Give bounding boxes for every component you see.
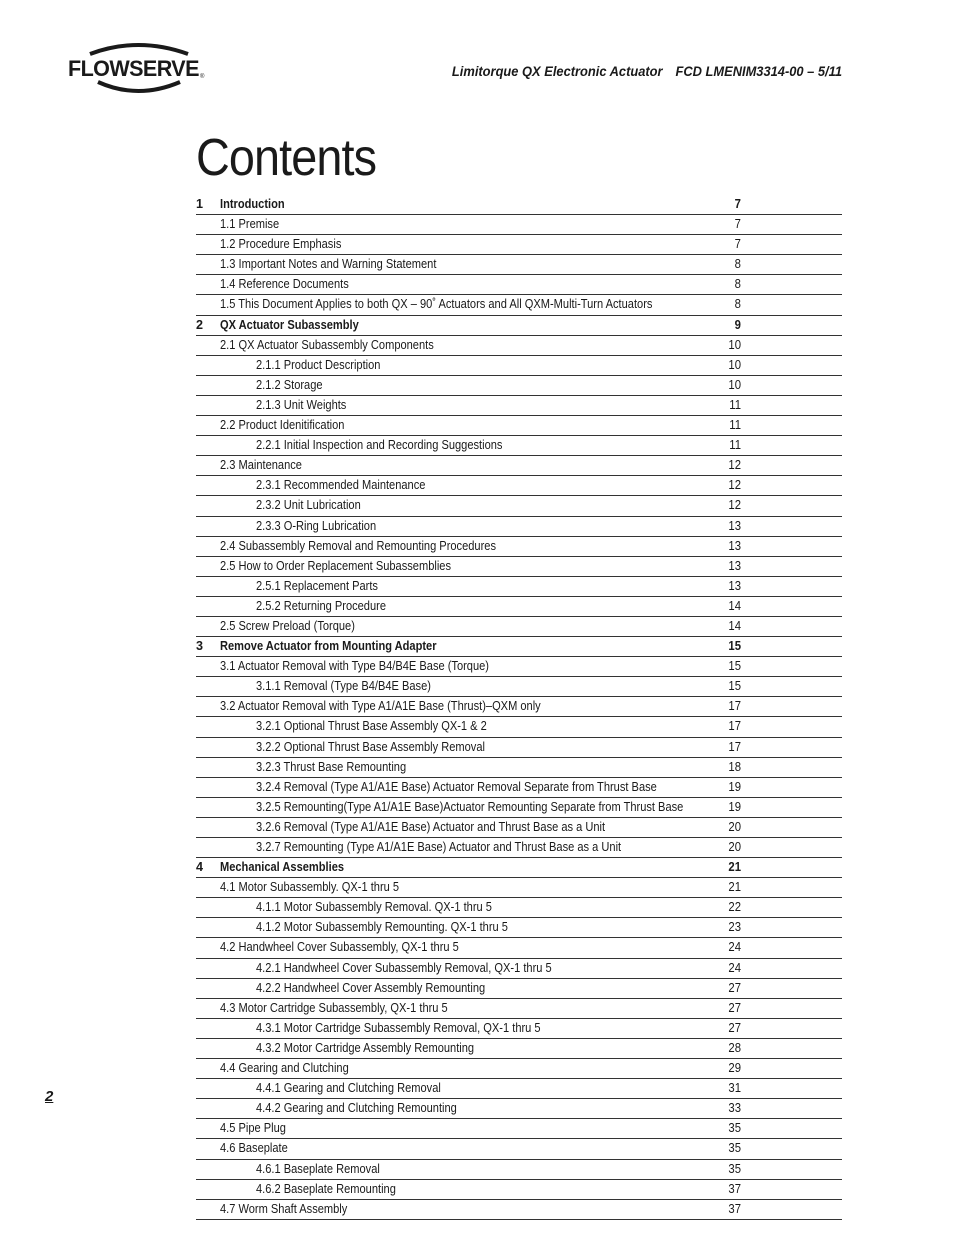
toc-page-number: 27 [728,980,741,995]
toc-row[interactable] [196,959,842,979]
table-of-contents [196,195,842,1220]
toc-entry-label: Mechanical Assemblies [220,860,345,875]
toc-row[interactable] [196,717,842,737]
toc-row[interactable] [196,1119,842,1139]
toc-row[interactable] [196,1039,842,1059]
toc-entry-label: 3.2.2 Optional Thrust Base Assembly Removal [256,739,485,754]
toc-entry-label: 3.2 Actuator Removal with Type A1/A1E Base (Thrust)–QXM only [220,699,541,714]
toc-page-number: 12 [728,458,741,473]
toc-entry-label: 4.7 Worm Shaft Assembly [220,1201,348,1216]
toc-row[interactable] [196,295,842,315]
toc-entry-label: 3.2.6 Removal (Type A1/A1E Base) Actuator and Thrust Base as a Unit [256,819,606,834]
toc-row[interactable] [196,557,842,577]
toc-row[interactable] [196,738,842,758]
toc-entry-label: 4.6.2 Baseplate Remounting [256,1181,396,1196]
toc-row[interactable] [196,818,842,838]
toc-entry-label: 4.4 Gearing and Clutching [220,1061,349,1076]
toc-row[interactable] [196,677,842,697]
toc-entry-label: 2.5 How to Order Replacement Subassemblies [220,558,451,573]
toc-entry-label: 4.1.2 Motor Subassembly Remounting. QX-1 thru 5 [256,920,508,935]
toc-entry-label: 2.1.1 Product Description [256,357,381,372]
toc-page-number: 31 [728,1081,741,1096]
toc-page-number: 7 [734,237,741,252]
toc-row[interactable] [196,758,842,778]
toc-row[interactable] [196,1139,842,1159]
toc-row[interactable] [196,537,842,557]
toc-entry-label: Remove Actuator from Mounting Adapter [220,639,437,654]
toc-entry-label: 3.1 Actuator Removal with Type B4/B4E Base (Torque) [220,659,490,674]
toc-entry-label: 2.5 Screw Preload (Torque) [220,618,355,633]
toc-row[interactable] [196,858,842,878]
toc-entry-label: 4.2.2 Handwheel Cover Assembly Remounting [256,980,486,995]
toc-entry-label: 2.2 Product Idenitification [220,418,345,433]
toc-row[interactable] [196,1200,842,1220]
toc-entry-label: 3.2.7 Remounting (Type A1/A1E Base) Actuator and Thrust Base as a Unit [256,840,622,854]
toc-page-number: 23 [728,920,741,935]
toc-entry-label: 4.6.1 Baseplate Removal [256,1161,380,1176]
toc-entry-label: 3.2.1 Optional Thrust Base Assembly QX-1 & 2 [256,719,487,734]
toc-entry-label: 1.2 Procedure Emphasis [220,237,342,252]
toc-row[interactable] [196,979,842,999]
toc-row[interactable] [196,697,842,717]
toc-row[interactable] [196,637,842,657]
page-number: 2 [45,1088,54,1105]
toc-entry-label: 4.3.1 Motor Cartridge Subassembly Removal, QX-1 thru 5 [256,1020,541,1035]
toc-page-number: 7 [734,217,741,232]
toc-row[interactable] [196,1099,842,1119]
toc-entry-label: 2.3.1 Recommended Maintenance [256,478,426,493]
toc-row[interactable] [196,416,842,436]
toc-page-number: 13 [728,518,741,533]
toc-page-number: 8 [734,277,741,292]
toc-row[interactable] [196,255,842,275]
doc-code: FCD LMENIM3314-00 – 5/11 [675,63,842,79]
toc-section-number: 1 [196,197,204,211]
toc-row[interactable] [196,1019,842,1039]
doc-title: Limitorque QX Electronic Actuator [451,63,663,79]
toc-page-number: 10 [728,357,741,372]
toc-row[interactable] [196,1059,842,1079]
toc-row[interactable] [196,657,842,677]
logo-text: FLOWSERVE [68,56,199,81]
document-header [452,63,842,79]
toc-page-number: 20 [728,819,741,834]
toc-row[interactable] [196,496,842,516]
toc-entry-label: 2.4 Subassembly Removal and Remounting Procedures [220,538,496,553]
toc-row[interactable] [196,878,842,898]
toc-entry-label: 2.2.1 Initial Inspection and Recording Suggestions [256,438,503,453]
toc-page-number: 9 [734,317,741,332]
toc-section-number: 4 [196,860,204,875]
toc-entry-label: 3.2.3 Thrust Base Remounting [256,759,407,774]
toc-section-number: 3 [196,639,204,654]
toc-entry-label: 4.1 Motor Subassembly. QX-1 thru 5 [220,880,400,895]
toc-row[interactable] [196,356,842,376]
toc-page-number: 27 [728,1000,741,1015]
flowserve-logo [68,42,208,96]
toc-entry-label: 2.1.2 Storage [256,377,323,392]
toc-entry-label: 2.3.2 Unit Lubrication [256,498,361,513]
toc-entry-label: 2.5.2 Returning Procedure [256,598,386,613]
toc-section-number: 2 [196,317,204,332]
toc-page-number: 28 [728,1040,741,1055]
toc-page-number: 19 [728,779,741,794]
toc-entry-label: 1.5 This Document Applies to both QX – 90˚ Actuators and All QXM-Multi-Turn Actuators [220,297,653,312]
toc-row[interactable] [196,999,842,1019]
toc-page-number: 13 [728,578,741,593]
toc-page-number: 19 [728,799,741,814]
toc-entry-label: 4.4.2 Gearing and Clutching Remounting [256,1101,457,1116]
toc-page-number: 35 [728,1141,741,1156]
toc-entry-label: 2.1.3 Unit Weights [256,397,347,412]
toc-entry-label: 3.2.5 Remounting(Type A1/A1E Base)Actuator Remounting Separate from Thrust Base [256,799,684,814]
toc-entry-label: 4.2 Handwheel Cover Subassembly, QX-1 thru 5 [220,940,459,955]
toc-page-number: 7 [734,197,741,211]
toc-row[interactable] [196,938,842,958]
toc-row[interactable] [196,436,842,456]
toc-row[interactable] [196,235,842,255]
toc-row[interactable] [196,1180,842,1200]
toc-entry-label: 1.1 Premise [220,217,280,232]
toc-row[interactable] [196,195,842,215]
toc-entry-label: 2.5.1 Replacement Parts [256,578,378,593]
toc-page-number: 21 [728,860,741,875]
toc-page-number: 35 [728,1161,741,1176]
toc-page-number: 15 [728,659,741,674]
toc-page-number: 13 [728,558,741,573]
toc-entry-label: 1.3 Important Notes and Warning Statement [220,257,437,272]
toc-page-number: 11 [729,418,741,433]
toc-row[interactable] [196,577,842,597]
toc-page-number: 11 [729,438,741,453]
toc-entry-label: 4.3.2 Motor Cartridge Assembly Remounting [256,1040,475,1055]
toc-row[interactable] [196,1160,842,1180]
toc-page-number: 24 [728,940,741,955]
toc-page-number: 37 [728,1181,741,1196]
toc-entry-label: QX Actuator Subassembly [220,317,359,332]
toc-page-number: 15 [728,679,741,694]
toc-page-number: 17 [728,699,741,714]
toc-row[interactable] [196,476,842,496]
toc-entry-label: 2.3 Maintenance [220,458,302,473]
toc-entry-label: 2.3.3 O-Ring Lubrication [256,518,377,533]
toc-page-number: 17 [728,739,741,754]
toc-entry-label: 3.1.1 Removal (Type B4/B4E Base) [256,679,431,694]
toc-page-number: 13 [728,538,741,553]
toc-entry-label: Introduction [220,197,285,211]
toc-page-number: 22 [728,900,741,915]
toc-row[interactable] [196,215,842,235]
toc-page-number: 8 [734,257,741,272]
toc-row[interactable] [196,918,842,938]
toc-page-number: 12 [728,498,741,513]
toc-page-number: 12 [728,478,741,493]
toc-entry-label: 4.5 Pipe Plug [220,1121,286,1136]
toc-row[interactable] [196,456,842,476]
toc-page-number: 8 [734,297,741,312]
toc-page-number: 10 [728,337,741,352]
toc-page-number: 29 [728,1061,741,1076]
toc-entry-label: 4.4.1 Gearing and Clutching Removal [256,1081,441,1096]
toc-row[interactable] [196,617,842,637]
toc-row[interactable] [196,898,842,918]
toc-entry-label: 4.6 Baseplate [220,1141,288,1156]
toc-row[interactable] [196,778,842,798]
toc-entry-label: 4.1.1 Motor Subassembly Removal. QX-1 thru 5 [256,900,492,915]
toc-page-number: 21 [728,880,741,895]
registered-mark: ® [200,74,205,80]
toc-page-number: 33 [728,1101,741,1116]
toc-page-number: 27 [728,1020,741,1035]
toc-page-number: 15 [728,639,741,654]
toc-page-number: 10 [728,377,741,392]
toc-page-number: 17 [728,719,741,734]
toc-page-number: 14 [728,618,741,633]
toc-page-number: 24 [728,960,741,975]
toc-page-number: 20 [728,840,741,854]
toc-page-number: 14 [728,598,741,613]
toc-page-number: 11 [729,397,741,412]
toc-row[interactable] [196,396,842,416]
toc-row[interactable] [196,376,842,396]
toc-page-number: 35 [728,1121,741,1136]
toc-entry-label: 4.2.1 Handwheel Cover Subassembly Removal, QX-1 thru 5 [256,960,552,975]
toc-row[interactable] [196,336,842,356]
toc-row[interactable] [196,1079,842,1099]
toc-row[interactable] [196,275,842,295]
toc-entry-label: 4.3 Motor Cartridge Subassembly, QX-1 thru 5 [220,1000,448,1015]
toc-row[interactable] [196,597,842,617]
toc-page-number: 37 [728,1201,741,1216]
toc-row[interactable] [196,838,842,858]
toc-row[interactable] [196,316,842,336]
toc-entry-label: 1.4 Reference Documents [220,277,349,292]
toc-entry-label: 2.1 QX Actuator Subassembly Components [220,337,434,352]
page-title: Contents [196,129,377,187]
toc-row[interactable] [196,798,842,818]
toc-page-number: 18 [728,759,741,774]
toc-entry-label: 3.2.4 Removal (Type A1/A1E Base) Actuator Removal Separate from Thrust Base [256,779,657,794]
toc-row[interactable] [196,517,842,537]
